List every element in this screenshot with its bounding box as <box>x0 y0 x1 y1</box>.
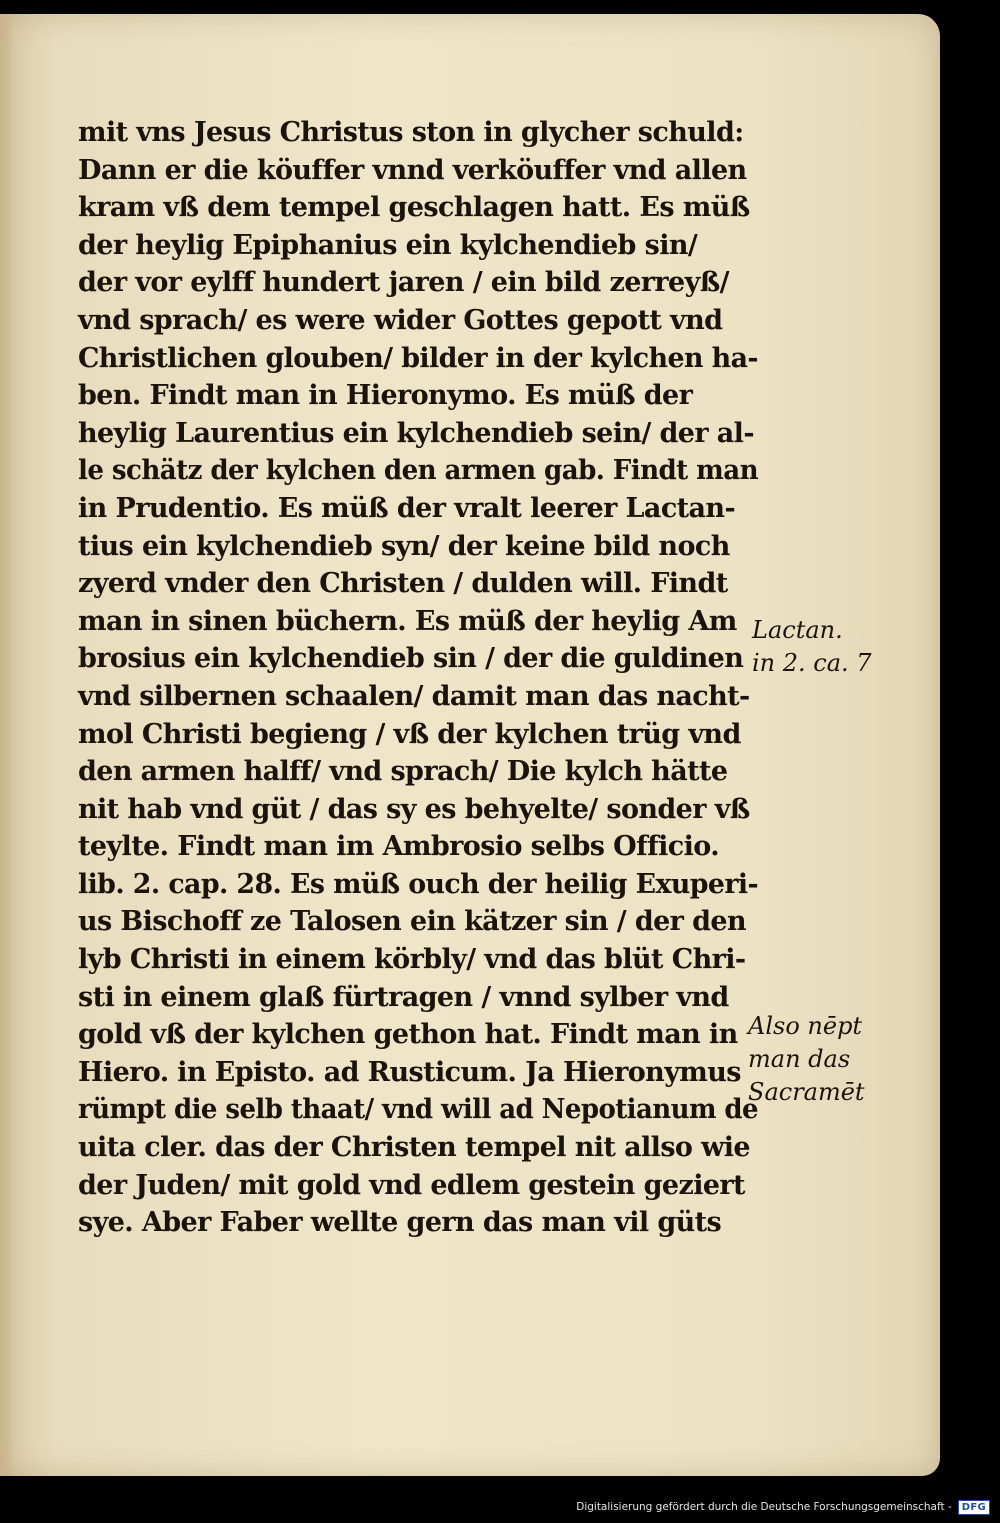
margin-note-line: in 2. ca. 7 <box>752 649 872 677</box>
text-line: mit vns Jesus Christus ston in glycher schuld: <box>78 117 744 148</box>
text-line: der heylig Epiphanius ein kylchendieb sin/ <box>78 229 698 261</box>
text-line: sti in einem glaß fürtragen / vnnd sylber vnd <box>78 981 729 1013</box>
text-line: brosius ein kylchendieb sin / der die guldinen <box>78 643 744 675</box>
text-line: vnd sprach/ es were wider Gottes gepott vnd <box>78 304 723 336</box>
text-line: le schätz der kylchen den armen gab. Findt man <box>78 455 758 487</box>
credit-text: Digitalisierung gefördert durch die Deutsche Forschungsgemeinschaft - <box>576 1501 952 1513</box>
text-line: der vor eylff hundert jaren / ein bild zerreyß/ <box>78 267 729 299</box>
text-line: den armen halff/ vnd sprach/ Die kylch hätte <box>78 756 728 788</box>
text-line: lyb Christi in einem körbly/ vnd das blüt Chri- <box>78 944 746 976</box>
text-line: der Juden/ mit gold vnd edlem gestein geziert <box>78 1169 745 1201</box>
dfg-logo: DFG <box>958 1500 990 1515</box>
text-line: rümpt die selb thaat/ vnd will ad Nepotianum de <box>78 1094 758 1126</box>
text-line: uita cler. das der Christen tempel nit allso wie <box>78 1132 751 1164</box>
text-line: vnd silbernen schaalen/ damit man das nacht- <box>78 680 750 712</box>
text-line: man in sinen büchern. Es müß der heylig Am <box>78 605 737 637</box>
text-line: gold vß der kylchen gethon hat. Findt man in <box>78 1019 738 1051</box>
text-line: Christlichen glouben/ bilder in der kylchen ha- <box>78 342 758 374</box>
book-page <box>0 14 940 1476</box>
margin-note-line: Sacramēt <box>748 1078 865 1106</box>
body-text <box>78 114 758 1242</box>
text-line: us Bischoff ze Talosen ein kätzer sin / der den <box>78 906 746 938</box>
text-line: nit hab vnd güt / das sy es behyelte/ sonder vß <box>78 793 750 825</box>
text-line: Dann er die köuffer vnnd verköuffer vnd allen <box>78 154 747 186</box>
margin-note-lactantius <box>752 614 872 680</box>
text-line: zyerd vnder den Christen / dulden will. Findt <box>78 568 728 600</box>
text-line: heylig Laurentius ein kylchendieb sein/ der al- <box>78 417 754 449</box>
text-line: teylte. Findt man im Ambrosio selbs Officio. <box>78 831 720 863</box>
digitization-credit <box>576 1495 990 1519</box>
text-line: tius ein kylchendieb syn/ der keine bild noch <box>78 530 730 562</box>
margin-note-line: Lactan. <box>752 616 843 644</box>
text-line: mol Christi begieng / vß der kylchen trüg vnd <box>78 718 741 750</box>
margin-note-sacrament <box>748 1010 865 1109</box>
margin-note-line: Also nēpt <box>748 1012 863 1040</box>
text-line: lib. 2. cap. 28. Es müß ouch der heilig Exuperi- <box>78 868 758 900</box>
text-line: Hiero. in Episto. ad Rusticum. Ja Hieronymus <box>78 1056 741 1088</box>
text-line: in Prudentio. Es müß der vralt leerer Lactan- <box>78 492 736 524</box>
text-line: sye. Aber Faber wellte gern das man vil güts <box>78 1207 722 1239</box>
margin-note-line: man das <box>748 1045 851 1073</box>
text-line: kram vß dem tempel geschlagen hatt. Es müß <box>78 192 750 224</box>
text-line: ben. Findt man in Hieronymo. Es müß der <box>78 380 693 412</box>
